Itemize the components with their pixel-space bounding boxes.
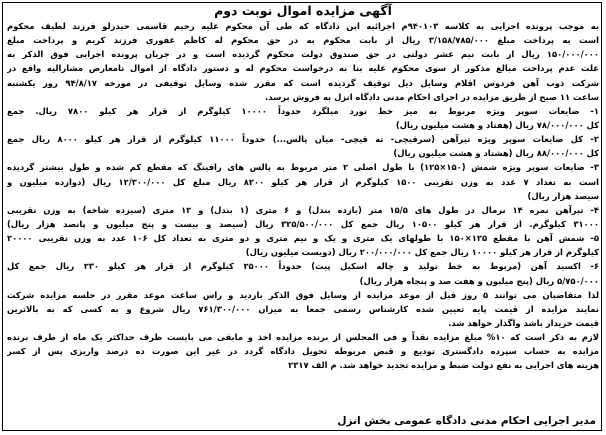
item-line: سیصد هزار ریال) bbox=[527, 190, 599, 201]
item-line: کیلوگرم از قرار هر کیلو ۱۰۰۰۰ ریال جمع کل ۲۰۰/۰۰۰/۰۰۰ ریال (دویست میلیون ریال) bbox=[245, 247, 599, 258]
item-line: ۳۱۰۰۰ کیلوگرم. از قرار هر کیلو ۱۰۵۰۰ ریال جمع کل ۳۲۵/۵۰۰/۰۰۰ ریال (سیصد و بیست و پنج میلیون و پانصد هزار ریال) bbox=[7, 218, 599, 229]
signature-line: مدیر اجرایی احکام مدنی دادگاه عمومی بخش انزل bbox=[337, 415, 596, 427]
item-line: است به تعداد ۷ عدد به وزن تقریبی ۱۵۰۰ کیلوگرم از قرار هر کیلو ۸۲۰۰ ریال مبلغ کل ۱۲/۳۰۰/۰۰۰ ریال (دوازده میلیون و bbox=[7, 176, 599, 187]
body-line: ۱۵۰/۰۰۰/۰۰۰ ریال از بابت نیم عشر دولتی در حق صندوق دولت محکوم گردیده است و در جریان پرونده اجرایی فوق الذکر به bbox=[7, 49, 599, 60]
body-line: لذا متقاضیان می توانند ۵ روز قبل از موعد مزایده از وسایل فوق الذکر بازدید و راس ساعت موعد مقرر در جلسه مزایده شرکت bbox=[7, 289, 599, 300]
item-line: ۴- تیرآهن نمره ۱۴ نرمال در طول های ۱۵/۵ متر (یازده بندل) و ۶ متری (۱ بندل) و ۱۲ متری (سیزده شاخه) به وزن تقریبی bbox=[7, 204, 599, 215]
body-line: به موجب پرونده اجرایی به کلاسه ۹۴۰۱۰۳م اجرائیه این دادگاه که طی آن محکوم علیه رحیم قاسمی حیدرلو فرزند لطیف محکوم bbox=[7, 21, 599, 31]
body-line: نمایند مزایده از قیمت پایه تعیین شده کارشناس رسمی جمعا به میزان ۷۶۱/۳۰۰/۰۰۰ ریال شروع و به کسی که به بالاترین bbox=[7, 303, 599, 314]
body-line: علت عدم پرداخت مبالغ مذکور از سوی محکوم علیه بنا به درخواست محکوم له و دستور دادگاه از اموال نامعارض مشارالیه واقع در bbox=[7, 63, 599, 74]
item-line: ۳- ضایعات سوپر ویژه شمش (۱۵۰×۱۲۵) با طول اصلی ۲ متر مربوط به پالس های رافینگ که مقطع کم شده و طول بیشتر گردیده bbox=[7, 162, 599, 173]
item-line: ۵/۷۵۰/۰۰۰ ریال (پنج میلیون و هفت صد و پنجاه هزار ریال) bbox=[359, 275, 599, 286]
body-line: است به پرداخت مبلغ ۳/۱۵۸/۷۸۵/۰۰۰ ریال از بابت محکوم به در حق محکوم له کاظم غفوری فرزند کریم و پرداخت مبلغ bbox=[7, 35, 599, 46]
item-line: ۵- شمش آهن با مقطع ۱۲۵×۱۵۰ با طولهای یک متری و یک و نیم متری و دو متری به تعداد کل ۱۰۶ عدد به وزن تقریبی ۲۰۰۰۰ bbox=[7, 233, 599, 244]
item-line: کل ۷۸/۰۰۰/۰۰۰ ریال (هفتاد و هشت میلیون ریال) bbox=[395, 119, 599, 130]
body-line: شرکت ذوب آهن فردوس اقلام وسایل ذیل توقیف گردیده است که مقرر شده وسایل توقیفی در مورخه ۹۴/۸/۱۷ روز یکشنبه bbox=[7, 77, 599, 88]
item-line: ۶- اکسید آهن (مربوط به خط تولید و چاله اسکیل پیت) حدوداً ۲۵۰۰۰ کیلوگرم از قرار هر کیلو ۲۳۰ ریال جمع کل bbox=[7, 261, 599, 272]
body-line: ساعت ۱۱ صبح از طریق مزایده در اجرای احکام مدنی دادگاه انزل به فروش برسد. bbox=[265, 91, 599, 102]
notice-body bbox=[7, 19, 599, 373]
body-line: هزینه های اجرایی به نفع دولت ضبط و مزایده تجدید خواهد شد. م الف ۲۳۱۷ bbox=[288, 360, 599, 371]
item-line: کل ۸۸/۰۰۰/۰۰۰ ریال (هشتاد و هشت میلیون ریال) bbox=[393, 148, 599, 159]
body-line: لازم به ذکر است که ۱۰% مبلغ مزایده نقداً و فی المجلس از برنده مزایده اخذ و مابقی می بایست ظرف حداکثر یک ماه از طرف برنده bbox=[7, 332, 599, 343]
body-line: مزایده به حساب سپرده دادگستری تودیع و قبض مربوطه تحویل دادگاه گردد در غیر این صورت ده درصد واریزی پس از کسر bbox=[7, 346, 599, 357]
notice-title: آگهی مزایده اموال نوبت دوم bbox=[214, 3, 392, 18]
body-line: قیمت خریدار باشد واگذار خواهد شد. bbox=[448, 317, 599, 328]
item-line: ۲- کل ضایعات سوپر ویژه تیرآهن (سرقیچی- ته قیچی- میان پالس...) حدوداً ۱۱۰۰۰ کیلوگرم از قرار هر کیلو ۸۰۰۰ ریال جمع bbox=[7, 134, 599, 145]
item-line: ۱- ضایعات سوپر ویژه مربوط به میز خط نورد میلگرد حدوداً ۱۰۰۰۰ کیلوگرم از قرار هر کیلو ۷۸۰۰ ریال. جمع bbox=[7, 105, 599, 116]
